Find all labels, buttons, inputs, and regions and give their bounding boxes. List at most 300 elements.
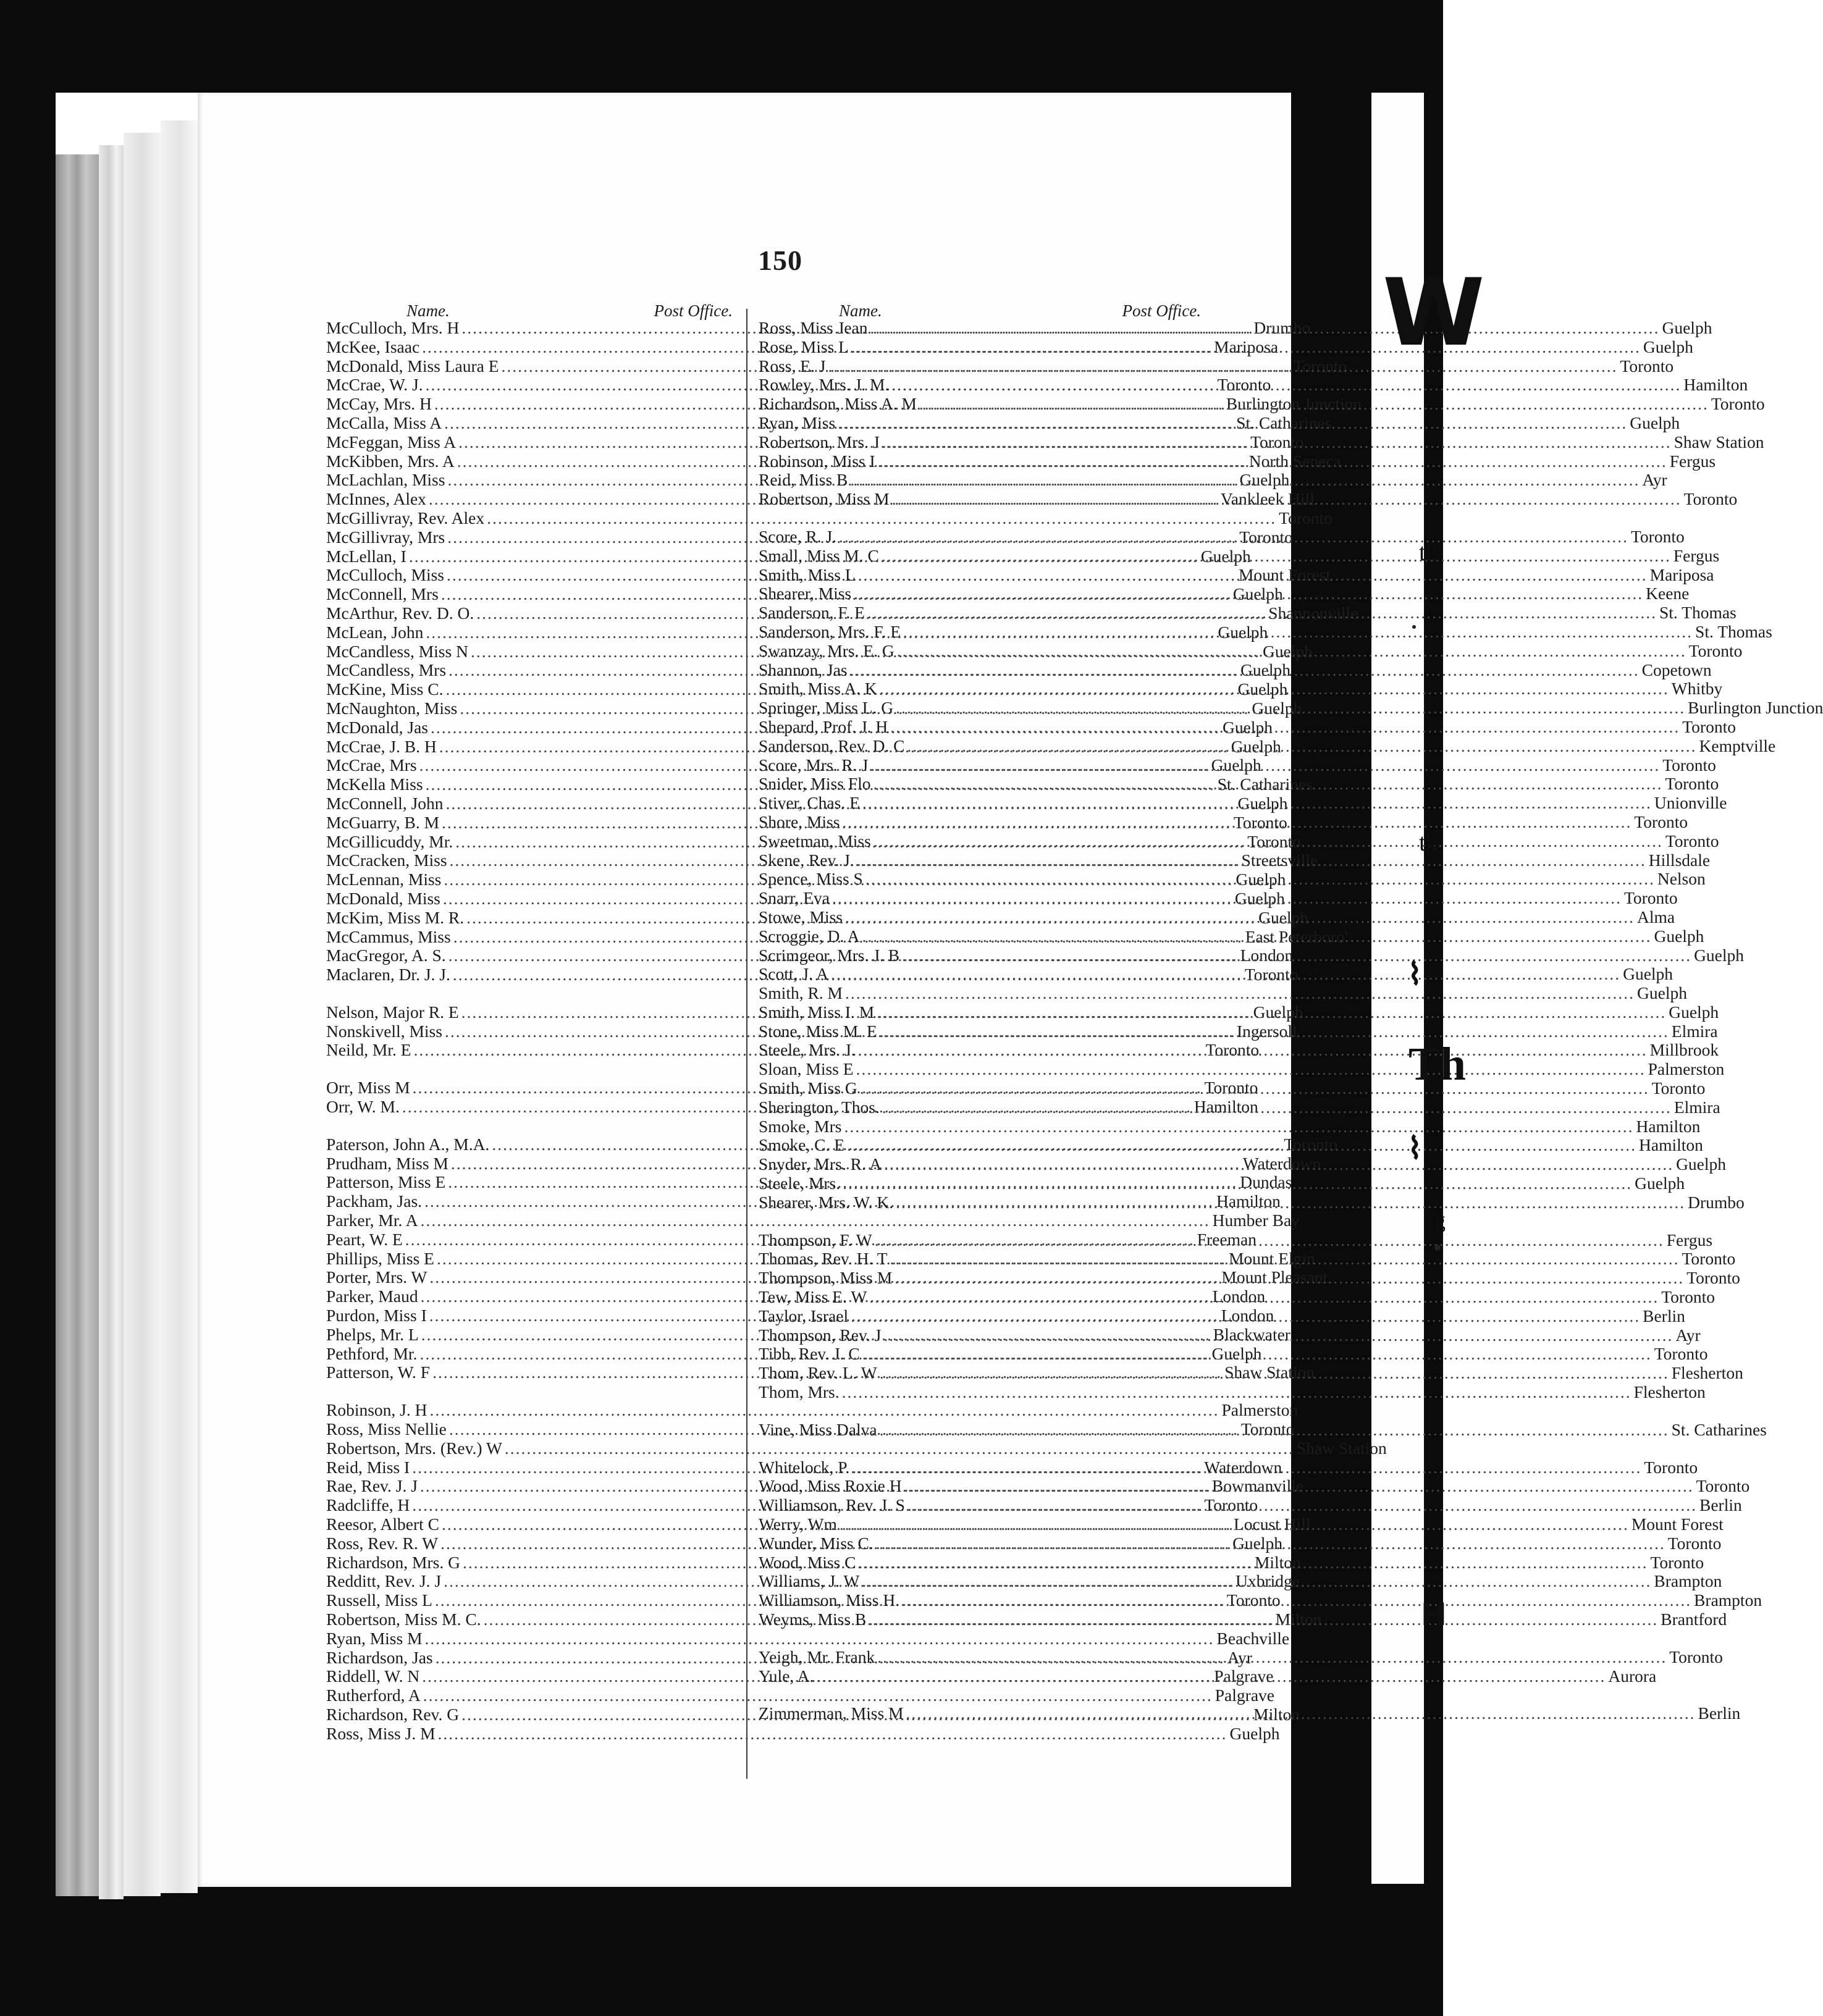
directory-entry (326, 1628, 1290, 1648)
entry-post-office: Burlington Junction (1226, 394, 1362, 414)
entry-name: McLellan, I (326, 546, 406, 566)
entry-post-office: Copetown (1641, 660, 1712, 679)
entry-post-office: Toronto (1234, 812, 1287, 832)
dot-leader (859, 927, 1654, 946)
entry-post-office: East Peterboro' (1245, 926, 1348, 946)
entry-name: Patterson, Miss E (326, 1172, 446, 1192)
post-office-header: Post Office. (1122, 301, 1201, 320)
dot-leader (848, 471, 1642, 490)
entry-post-office: Dundas (1240, 1172, 1292, 1192)
dot-leader (901, 623, 1695, 642)
entry-post-office: Guelph (1239, 470, 1290, 490)
dot-leader (865, 603, 1659, 623)
dot-leader (881, 1326, 1675, 1345)
entry-post-office: Mariposa (1214, 337, 1279, 356)
entry-post-office: Freeman (1197, 1229, 1257, 1249)
entry-name: Snarr, Eva (759, 888, 830, 908)
entry-post-office: St. Thomas (1659, 603, 1737, 623)
dot-leader (830, 889, 1624, 908)
directory-entry (326, 508, 1333, 528)
dot-leader (905, 737, 1699, 756)
entry-name: Springer, Miss L. G (759, 698, 894, 718)
entry-name: Ross, Miss Nellie (326, 1419, 447, 1439)
next-page-ornament: ⌇ (1407, 1130, 1423, 1166)
entry-name: Robertson, Mrs. (Rev.) W (326, 1438, 502, 1458)
dot-leader (888, 1250, 1682, 1269)
entry-name: McNaughton, Miss (326, 698, 458, 718)
entry-name: Maclaren, Dr. J. J. (326, 965, 450, 985)
entry-name: McLachlan, Miss (326, 470, 445, 490)
entry-name: Richardson, Mrs. G (326, 1552, 460, 1572)
entry-post-office: Toronto (1247, 831, 1301, 851)
entry-name: McCulloch, Mrs. H (326, 318, 460, 337)
entry-post-office: Guelph (1253, 1002, 1303, 1022)
entry-name: Skene, Rev. J. (759, 850, 854, 870)
entry-name: Stiver, Chas. E (759, 793, 860, 813)
dot-leader (899, 1591, 1694, 1610)
entry-name: Smith, Miss I. M (759, 1002, 875, 1022)
entry-post-office: Berlin (1643, 1306, 1685, 1325)
dot-leader (849, 338, 1643, 357)
entry-name: Phelps, Mr. L (326, 1324, 419, 1344)
entry-name: Rutherford, A (326, 1686, 421, 1705)
entry-post-office: Toronto (1204, 1078, 1258, 1098)
entry-name: McCay, Mrs. H (326, 394, 432, 414)
column-header (759, 303, 1210, 319)
entry-name: Reid, Miss I (326, 1457, 410, 1477)
entry-name: Robinson, J. H (326, 1400, 427, 1420)
entry-post-office: Guelph (1623, 964, 1674, 984)
entry-post-office: Hamilton (1194, 1097, 1258, 1117)
dot-leader (837, 1515, 1631, 1534)
entry-name: McCrae, Mrs (326, 755, 417, 775)
dot-leader (889, 376, 1683, 395)
dot-leader (856, 566, 1650, 585)
entry-name: Wunder, Miss C. (759, 1533, 874, 1553)
entry-name: McCandless, Mrs (326, 660, 447, 680)
entry-post-office: Palgrave (1215, 1686, 1274, 1705)
entry-name: Weyms, Miss B (759, 1610, 867, 1629)
entry-post-office: Toronto (1669, 1647, 1723, 1666)
entry-name: McLean, John (326, 622, 424, 642)
entry-name: Nelson, Major R. E (326, 1002, 459, 1022)
entry-post-office: North Seneca (1248, 451, 1341, 471)
dot-leader (863, 870, 1657, 889)
entry-name: Steele, Mrs. J. (759, 1040, 856, 1060)
dot-leader (844, 1136, 1639, 1155)
entry-post-office: Toronto (1244, 965, 1299, 985)
entry-post-office: Guelph (1237, 793, 1288, 813)
entry-name: Scrimgeor, Mrs. J. B (759, 945, 900, 965)
entry-post-office: Palgrave (1214, 1666, 1274, 1686)
entry-post-office: Brampton (1694, 1590, 1762, 1610)
entry-name: McGillivray, Mrs (326, 527, 445, 547)
entry-name: Sweetman, Miss (759, 831, 871, 850)
dot-leader (866, 1610, 1661, 1629)
entry-post-office: Guelph (1643, 337, 1693, 356)
entry-name: Reid, Miss B (759, 470, 848, 490)
dot-leader (879, 547, 1674, 566)
entry-name: McCandless, Miss N (326, 641, 468, 661)
entry-post-office: Toronto (1279, 508, 1333, 527)
dot-leader (917, 395, 1711, 414)
entry-post-office: Toronto (1631, 526, 1685, 546)
next-page-ornament: ⌇ (1407, 956, 1423, 992)
entry-post-office: Mariposa (1649, 565, 1714, 584)
directory-entry (326, 1438, 1387, 1458)
entry-post-office: Toronto (1654, 1344, 1708, 1364)
entry-name: Patterson, W. F (326, 1363, 431, 1382)
dot-leader (899, 946, 1694, 965)
entry-post-office: Berlin (1698, 1703, 1741, 1723)
entry-post-office: Shaw Station (1674, 432, 1764, 452)
entry-post-office: Shannonville (1268, 603, 1358, 623)
section-gap (759, 1440, 1210, 1458)
entry-name: Riddell, W. N (326, 1666, 420, 1686)
entry-post-office: Hamilton (1216, 1191, 1281, 1211)
entry-post-office: Locust Hill (1233, 1514, 1311, 1534)
entry-name: McDonald, Miss Laura E (326, 356, 499, 376)
entry-name: MacGregor, A. S. (326, 946, 446, 965)
section-gap (759, 1686, 1210, 1704)
entry-name: Smith, Miss L (759, 565, 856, 584)
page-number: 150 (758, 245, 802, 276)
entry-post-office: Hamilton (1636, 1116, 1701, 1136)
dot-leader (854, 851, 1649, 870)
entry-post-office: Alma (1637, 907, 1675, 926)
entry-name: Ross, Rev. R. W (326, 1533, 439, 1553)
entry-post-office: London (1240, 946, 1294, 965)
entry-name: Swanzay, Mrs. E. G (759, 640, 895, 660)
entry-name: Porter, Mrs. W (326, 1267, 427, 1287)
dot-leader (874, 1534, 1668, 1553)
entry-post-office: Guelph (1234, 888, 1285, 908)
entry-name: Tew, Miss E. W (759, 1287, 867, 1307)
entry-post-office: Fergus (1673, 545, 1720, 565)
entry-post-office: Fergus (1669, 451, 1716, 471)
entry-post-office: Toronto (1620, 356, 1674, 376)
entry-post-office: London (1212, 1287, 1266, 1306)
dot-leader (848, 1307, 1643, 1326)
entry-name: Whitelock, P. (759, 1457, 850, 1477)
entry-post-office: Brampton (1654, 1571, 1722, 1591)
entry-post-office: Guelph (1237, 679, 1288, 699)
entry-name: Smoke, C. E (759, 1135, 845, 1155)
entry-name: Thomas, Rev. H. T (759, 1249, 888, 1269)
column-header (326, 303, 741, 319)
entry-post-office: Whitby (1671, 679, 1723, 699)
dot-leader (877, 1364, 1672, 1383)
entry-post-office: Streetsville (1241, 850, 1318, 870)
entry-post-office: Guelph (1654, 926, 1704, 946)
directory-entry (759, 812, 1688, 832)
name-header: Name. (406, 301, 450, 320)
entry-name: Williamson, Rev. J. S (759, 1495, 905, 1515)
entry-name: McInnes, Alex (326, 489, 426, 509)
entry-post-office: Toronto (1665, 831, 1719, 850)
entry-post-office: Toronto (1226, 1590, 1281, 1610)
entry-post-office: Palmerston (1221, 1400, 1299, 1420)
scan-backdrop-left (0, 0, 56, 2016)
entry-name: Ryan, Miss (759, 413, 836, 432)
entry-name: Werry, Wm (759, 1514, 837, 1534)
entry-post-office: Milton (1253, 1704, 1300, 1724)
entry-name: Spence, Miss S (759, 869, 863, 889)
dot-leader (868, 756, 1662, 775)
next-page-dot (1434, 1245, 1441, 1251)
next-page-text: H (1421, 1597, 1447, 1632)
entry-name: Nonskivell, Miss (326, 1021, 442, 1041)
entry-post-office: Milton (1254, 1552, 1301, 1572)
entry-post-office: Toronto (1651, 1078, 1706, 1098)
entry-post-office: Toronto (1683, 489, 1738, 509)
entry-post-office: Uxbridge (1236, 1571, 1300, 1591)
entry-name: McLennan, Miss (326, 870, 442, 889)
directory-entry (759, 1382, 1706, 1402)
entry-post-office: Hamilton (1683, 375, 1748, 395)
dot-leader (857, 1079, 1652, 1098)
section-gap (759, 509, 1210, 527)
entry-name: Smith, Miss A. K (759, 679, 877, 699)
entry-post-office: Aurora (1608, 1666, 1657, 1686)
directory-entry (759, 983, 1687, 1003)
dot-leader (840, 813, 1634, 832)
entry-post-office: Ayr (1675, 1325, 1701, 1345)
entry-post-office: Toronto (1217, 375, 1271, 395)
entry-name: McDonald, Jas (326, 717, 428, 737)
column-divider (746, 309, 747, 1779)
entry-name: Shore, Miss (759, 812, 840, 831)
entry-name: Wood, Miss C (759, 1552, 856, 1572)
dot-leader (875, 1648, 1669, 1667)
entry-name: Smith, Miss G (759, 1078, 857, 1098)
entry-name: Shearer, Miss (759, 584, 852, 603)
entry-name: Snyder, Mrs. R. A (759, 1154, 882, 1174)
entry-name: Russell, Miss L (326, 1590, 432, 1610)
entry-name: Williamson, Miss H. (759, 1590, 900, 1610)
entry-name: Wood, Miss Roxie H (759, 1476, 902, 1496)
entry-post-office: Toronto (1682, 716, 1736, 736)
entry-name: Ross, E. J (759, 356, 826, 376)
dot-leader (840, 1383, 1634, 1402)
dot-leader (895, 642, 1689, 661)
entry-post-office: Mount Elgin (1228, 1248, 1315, 1268)
entry-post-office: Toronto (1644, 1457, 1698, 1477)
entry-post-office: St. Catharines (1236, 413, 1332, 432)
entry-post-office: Waterdown (1242, 1153, 1321, 1173)
entry-name: Ross, Miss J. M (326, 1723, 436, 1743)
next-page-dot (1412, 625, 1416, 629)
entry-post-office: Milton (1275, 1610, 1322, 1629)
entry-name: McGillicuddy, Mr. (326, 831, 453, 851)
entry-post-office: Toronto (1682, 1249, 1736, 1269)
entry-post-office: Hillsdale (1648, 850, 1711, 870)
entry-name: McKim, Miss M. R. (326, 907, 465, 927)
page-stack-edge (56, 154, 99, 1896)
entry-name: Orr, W. M. (326, 1097, 400, 1117)
entry-post-office: Shaw Station (1224, 1363, 1315, 1382)
entry-name: Steele, Mrs. (759, 1174, 841, 1193)
entry-post-office: Burlington Junction (1688, 698, 1823, 718)
dot-leader (893, 699, 1688, 718)
entry-name: Robertson, Mrs. J (759, 432, 880, 452)
entry-name: Yeigh, Mr. Frank (759, 1647, 875, 1666)
dot-leader (860, 1345, 1654, 1364)
section-gap (759, 1402, 1210, 1421)
entry-name: McKella Miss (326, 775, 423, 794)
entry-name: McCalla, Miss A (326, 413, 442, 432)
entry-post-office: Ayr (1227, 1647, 1252, 1667)
entry-post-office: Guelph (1211, 755, 1261, 775)
entry-post-office: Toronto (1662, 755, 1716, 775)
entry-name: Orr, Miss M (326, 1078, 410, 1098)
entry-post-office: St. Catharines (1671, 1419, 1767, 1439)
entry-name: McKibben, Mrs. A (326, 451, 455, 471)
entry-name: Sherington, Thos. (759, 1097, 880, 1117)
entry-post-office: Elmira (1671, 1021, 1718, 1041)
dot-leader (859, 1572, 1654, 1591)
entry-name: McDonald, Miss (326, 888, 440, 908)
entry-name: Smoke, Mrs (759, 1116, 842, 1136)
entry-name: Richardson, Jas (326, 1647, 433, 1667)
next-page-text: g (1434, 1208, 1446, 1233)
entry-post-office: Guelph (1232, 1533, 1283, 1553)
entry-name: McCracken, Miss (326, 850, 447, 870)
entry-post-office: Guelph (1231, 736, 1281, 756)
entry-name: Packham, Jas. (326, 1191, 423, 1211)
entry-name: Redditt, Rev. J. J (326, 1571, 442, 1591)
directory-entry (326, 1400, 1299, 1420)
entry-post-office: Brantford (1661, 1610, 1727, 1629)
entry-post-office: Mount Forest (1238, 565, 1331, 585)
entry-post-office: Guelph (1630, 413, 1680, 432)
dot-leader (849, 1458, 1644, 1477)
entry-post-office: Guelph (1635, 1174, 1685, 1193)
entry-post-office: Guelph (1222, 717, 1273, 737)
entry-name: Richardson, Rev. G (326, 1704, 460, 1724)
dot-leader (890, 490, 1684, 509)
entry-name: Taylor, Israel (759, 1306, 849, 1325)
entry-post-office: Toronto (1661, 1287, 1715, 1307)
entry-post-office: Blackwater (1213, 1324, 1290, 1344)
entry-name: Thompson, Miss M (759, 1268, 893, 1288)
dot-leader (877, 679, 1672, 699)
entry-post-office: Hamilton (1639, 1135, 1703, 1155)
entry-name: Robinson, Miss I (759, 451, 875, 471)
entry-post-office: Toronto (1650, 1552, 1704, 1572)
dot-leader (854, 1060, 1648, 1079)
entry-post-office: St. Thomas (1695, 621, 1772, 641)
entry-post-office: Waterdown (1204, 1457, 1282, 1477)
page-stack-edge (124, 133, 161, 1896)
entry-post-office: Toronto (1284, 1134, 1337, 1154)
entry-name: Tibb, Rev. J. C (759, 1344, 860, 1364)
dot-leader (905, 1496, 1699, 1515)
dot-leader (882, 1155, 1676, 1174)
entry-post-office: Guelph (1662, 318, 1712, 337)
entry-post-office: Drumbo (1253, 318, 1311, 337)
dot-leader (893, 1193, 1688, 1212)
entry-post-office: Toronto (1239, 527, 1293, 547)
entry-post-office: Humber Bay (1212, 1211, 1300, 1230)
entry-name: Small, Miss M. C (759, 545, 879, 565)
entry-name: Sanderson, Rev. D. C (759, 736, 905, 755)
entry-post-office: Toronto (1667, 1533, 1722, 1553)
dot-leader (888, 718, 1682, 737)
entry-post-office: Guelph (1240, 660, 1290, 680)
dot-leader (848, 661, 1642, 680)
entry-post-office: Guelph (1236, 870, 1286, 889)
entry-post-office: Millbrook (1649, 1040, 1719, 1060)
entry-name: Parker, Mr. A (326, 1211, 418, 1230)
entry-post-office: Guelph (1211, 1343, 1262, 1363)
entry-post-office: Guelph (1258, 907, 1309, 927)
entry-post-office: Toronto (1696, 1476, 1750, 1496)
entry-name: Parker, Maud (326, 1287, 418, 1306)
entry-post-office: Palmerston (1648, 1059, 1725, 1079)
dot-leader (840, 1174, 1635, 1193)
entry-post-office: Guelph (1232, 584, 1283, 604)
entry-name: McCrae, J. B. H (326, 736, 437, 756)
entry-name: Richardson, Miss A. M (759, 394, 917, 414)
section-gap (326, 985, 741, 1003)
next-page-text: Th (1408, 1038, 1466, 1090)
dot-leader (867, 1288, 1661, 1307)
entry-name: McKee, Isaac (326, 337, 420, 356)
entry-name: Smith, R. M (759, 983, 843, 1003)
entry-name: Thompson, F. W (759, 1230, 872, 1250)
dot-leader (843, 984, 1637, 1003)
entry-name: Scroggie, D. A (759, 926, 860, 946)
entry-name: Rae, Rev. J. J (326, 1476, 418, 1496)
entry-name: Paterson, John A., M.A. (326, 1134, 490, 1154)
entry-post-office: Beachville (1216, 1628, 1290, 1648)
entry-name: Ross, Miss Jean (759, 318, 868, 337)
entry-post-office: Mount Forest (1631, 1514, 1724, 1534)
entry-post-office: Toronto (1711, 394, 1765, 414)
entry-post-office: Unionville (1654, 793, 1727, 813)
dot-leader (856, 1553, 1650, 1573)
entry-post-office: Toronto (1688, 640, 1743, 660)
scan-backdrop-bottom (0, 1878, 1443, 2016)
entry-name: Thompson, Rev. J (759, 1325, 882, 1345)
entry-name: McGuarry, B. M (326, 812, 440, 832)
dot-leader (872, 1231, 1667, 1250)
entry-name: Yule, A. (759, 1666, 814, 1686)
dot-leader (835, 414, 1630, 433)
entry-post-office: Bowmanville (1211, 1476, 1304, 1496)
section-gap (326, 1060, 741, 1078)
dot-leader (875, 452, 1670, 471)
entry-name: Rowley, Mrs. J. M. (759, 375, 890, 395)
entry-name: Sloan, Miss E (759, 1059, 854, 1079)
entry-post-office: Toronto (1623, 888, 1678, 908)
entry-post-office: Toronto (1204, 1495, 1258, 1515)
entry-name: Thom, Rev. L. W (759, 1363, 877, 1383)
entry-post-office: Berlin (1699, 1495, 1742, 1515)
directory-entry (326, 1686, 1274, 1705)
entry-post-office: Guelph (1694, 945, 1745, 965)
entry-post-office: Guelph (1218, 622, 1268, 642)
section-gap (326, 1117, 741, 1135)
directory-entry (326, 1723, 1280, 1744)
dot-leader (814, 1667, 1608, 1686)
entry-post-office: Toronto (1665, 774, 1719, 794)
entry-post-office: Guelph (1200, 546, 1251, 566)
entry-name: Prudham, Miss M (326, 1153, 448, 1173)
next-page-letter: W (1383, 259, 1485, 367)
entry-name: Peart, W. E (326, 1229, 403, 1249)
